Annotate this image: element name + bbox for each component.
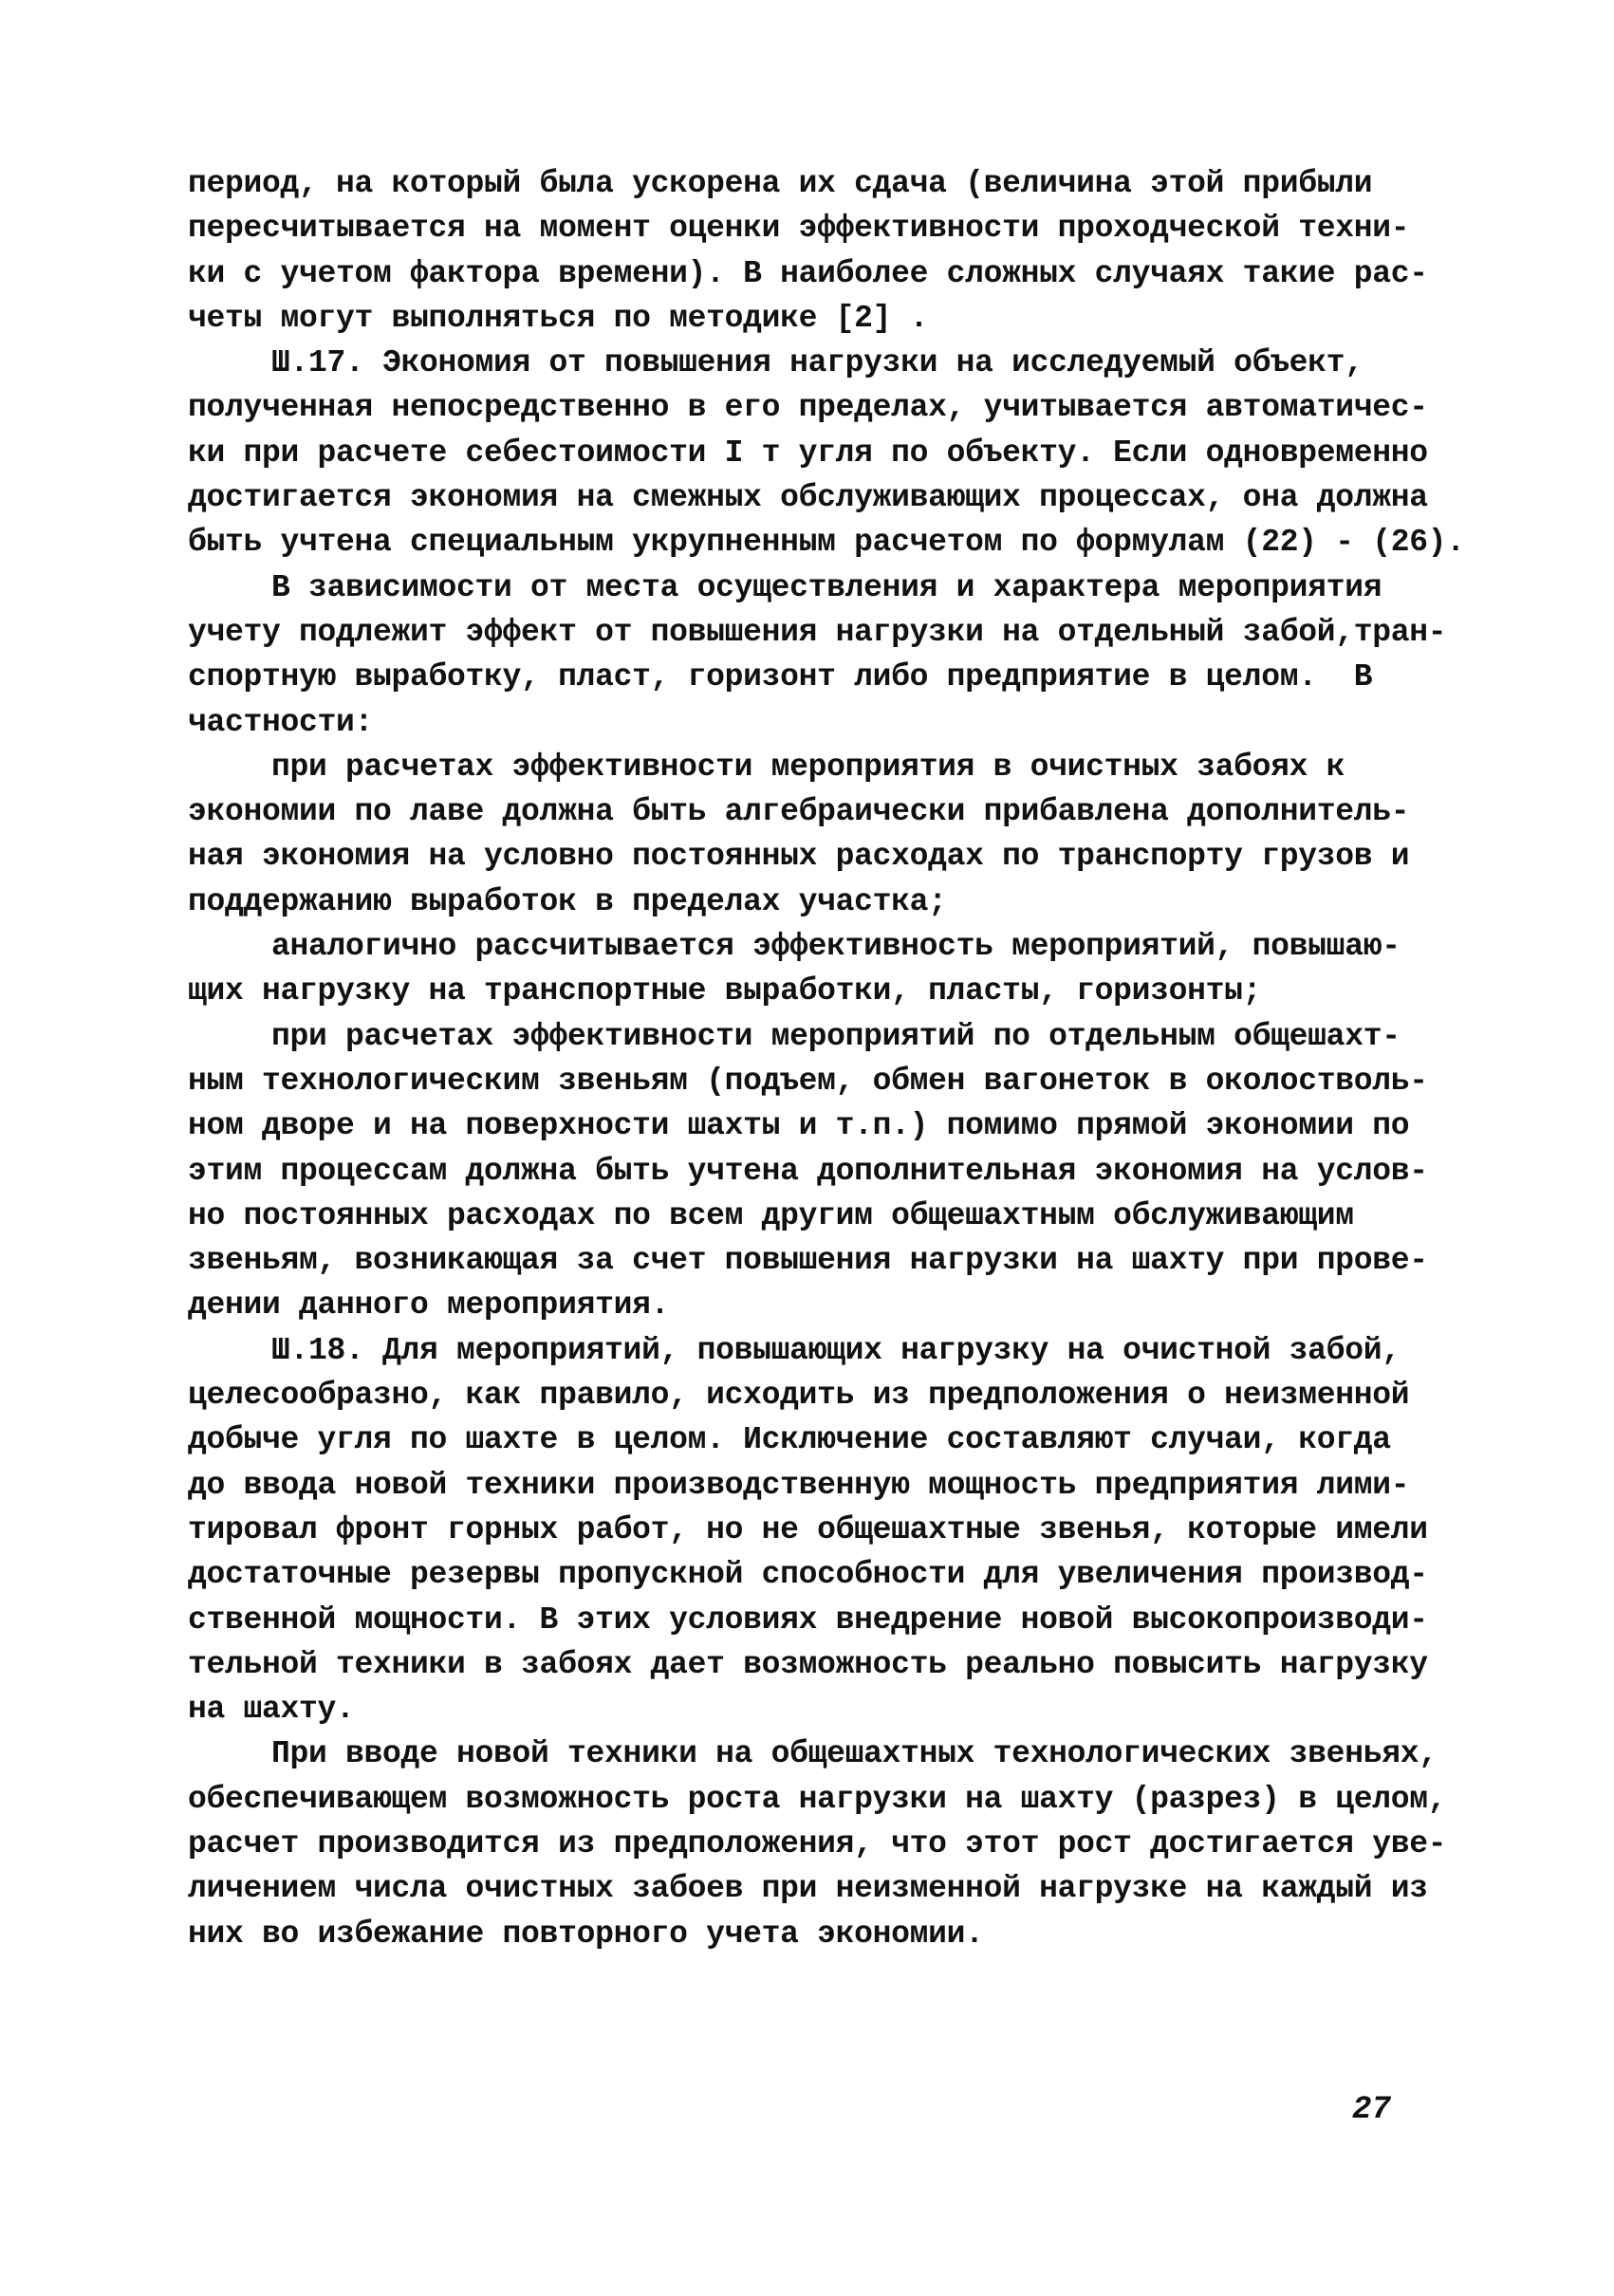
text-line: быть учтена специальным укрупненным расчетом по формулам (22) - (26). — [188, 525, 1465, 561]
text-line: достаточные резервы пропускной способности для увеличения производ- — [188, 1557, 1428, 1593]
text-line: поддержанию выработок в пределах участка; — [188, 883, 947, 919]
document-body — [188, 161, 1465, 1956]
text-line: спортную выработку, пласт, горизонт либо предприятие в целом. В — [188, 659, 1373, 695]
paragraph — [188, 1731, 1459, 1955]
text-line: расчет производится из предположения, что этот рост достигается уве- — [188, 1825, 1447, 1861]
text-line: четы могут выполняться по методике [2] . — [188, 300, 929, 336]
text-line: тельной техники в забоях дает возможность реально повысить нагрузку — [188, 1646, 1428, 1682]
text-line: учету подлежит эффект от повышения нагрузки на отдельный забой,тран- — [188, 614, 1447, 650]
text-line: пересчитывается на момент оценки эффективности проходческой техни- — [188, 211, 1410, 247]
paragraph — [188, 924, 1459, 1014]
text-line: дении данного мероприятия. — [188, 1287, 670, 1324]
page-number: 27 — [1352, 2092, 1391, 2128]
text-line: частности: — [188, 704, 374, 740]
text-line: этим процессам должна быть учтена дополнительная экономия на услов- — [188, 1153, 1428, 1189]
text-line: личением числа очистных забоев при неизменной нагрузке на каждый из — [188, 1871, 1428, 1907]
text-line: аналогично рассчитывается эффективность мероприятий, повышаю- — [271, 929, 1401, 965]
text-line: них во избежание повторного учета экономии. — [188, 1916, 984, 1952]
text-line: ственной мощности. В этих условиях внедрение новой высокопроизводи- — [188, 1602, 1428, 1638]
text-line: добыче угля по шахте в целом. Исключение составляют случаи, когда — [188, 1422, 1391, 1458]
paragraph — [188, 1014, 1459, 1328]
text-line: ным технологическим звеньям (подъем, обмен вагонеток в околостволь- — [188, 1063, 1428, 1099]
text-line: звеньям, возникающая за счет повышения нагрузки на шахту при прове- — [188, 1243, 1428, 1279]
text-line: Ш.18. Для мероприятий, повышающих нагрузку на очистной забой, — [271, 1332, 1401, 1368]
text-line: ном дворе и на поверхности шахты и т.п.) помимо прямой экономии по — [188, 1108, 1410, 1144]
text-line: на шахту. — [188, 1692, 355, 1728]
text-line: но постоянных расходах по всем другим общешахтным обслуживающим — [188, 1197, 1354, 1233]
text-line: полученная непосредственно в его пределах, учитывается автоматичес- — [188, 390, 1428, 426]
text-line: тировал фронт горных работ, но не общешахтные звенья, которые имели — [188, 1511, 1428, 1547]
text-line: экономии по лаве должна быть алгебраически прибавлена дополнитель- — [188, 794, 1410, 830]
text-line: при расчетах эффективности мероприятия в очистных забоях к — [271, 749, 1345, 785]
text-line: ки при расчете себестоимости I т угля по объекту. Если одновременно — [188, 435, 1428, 471]
text-line: В зависимости от места осуществления и характера мероприятия — [271, 569, 1382, 605]
text-line: щих нагрузку на транспортные выработки, пласты, горизонты; — [188, 973, 1262, 1009]
paragraph — [188, 161, 1459, 341]
text-line: обеспечивающем возможность роста нагрузки на шахту (разрез) в целом, — [188, 1781, 1447, 1817]
text-line: Ш.17. Экономия от повышения нагрузки на исследуемый объект, — [271, 345, 1364, 381]
paragraph — [188, 745, 1459, 924]
paragraph — [188, 565, 1459, 745]
paragraph — [188, 1328, 1459, 1732]
text-line: целесообразно, как правило, исходить из предположения о неизменной — [188, 1378, 1410, 1414]
text-line: до ввода новой техники производственную мощность предприятия лими- — [188, 1467, 1410, 1503]
text-line: период, на который была ускорена их сдача (величина этой прибыли — [188, 166, 1373, 201]
text-line: ки с учетом фактора времени). В наиболее сложных случаях такие рас- — [188, 255, 1428, 291]
text-line: При вводе новой техники на общешахтных технологических звеньях, — [271, 1736, 1438, 1772]
paragraph — [188, 341, 1465, 565]
text-line: при расчетах эффективности мероприятий по отдельным общешахт- — [271, 1018, 1401, 1054]
text-line: достигается экономия на смежных обслуживающих процессах, она должна — [188, 480, 1428, 516]
text-line: ная экономия на условно постоянных расходах по транспорту грузов и — [188, 839, 1410, 875]
